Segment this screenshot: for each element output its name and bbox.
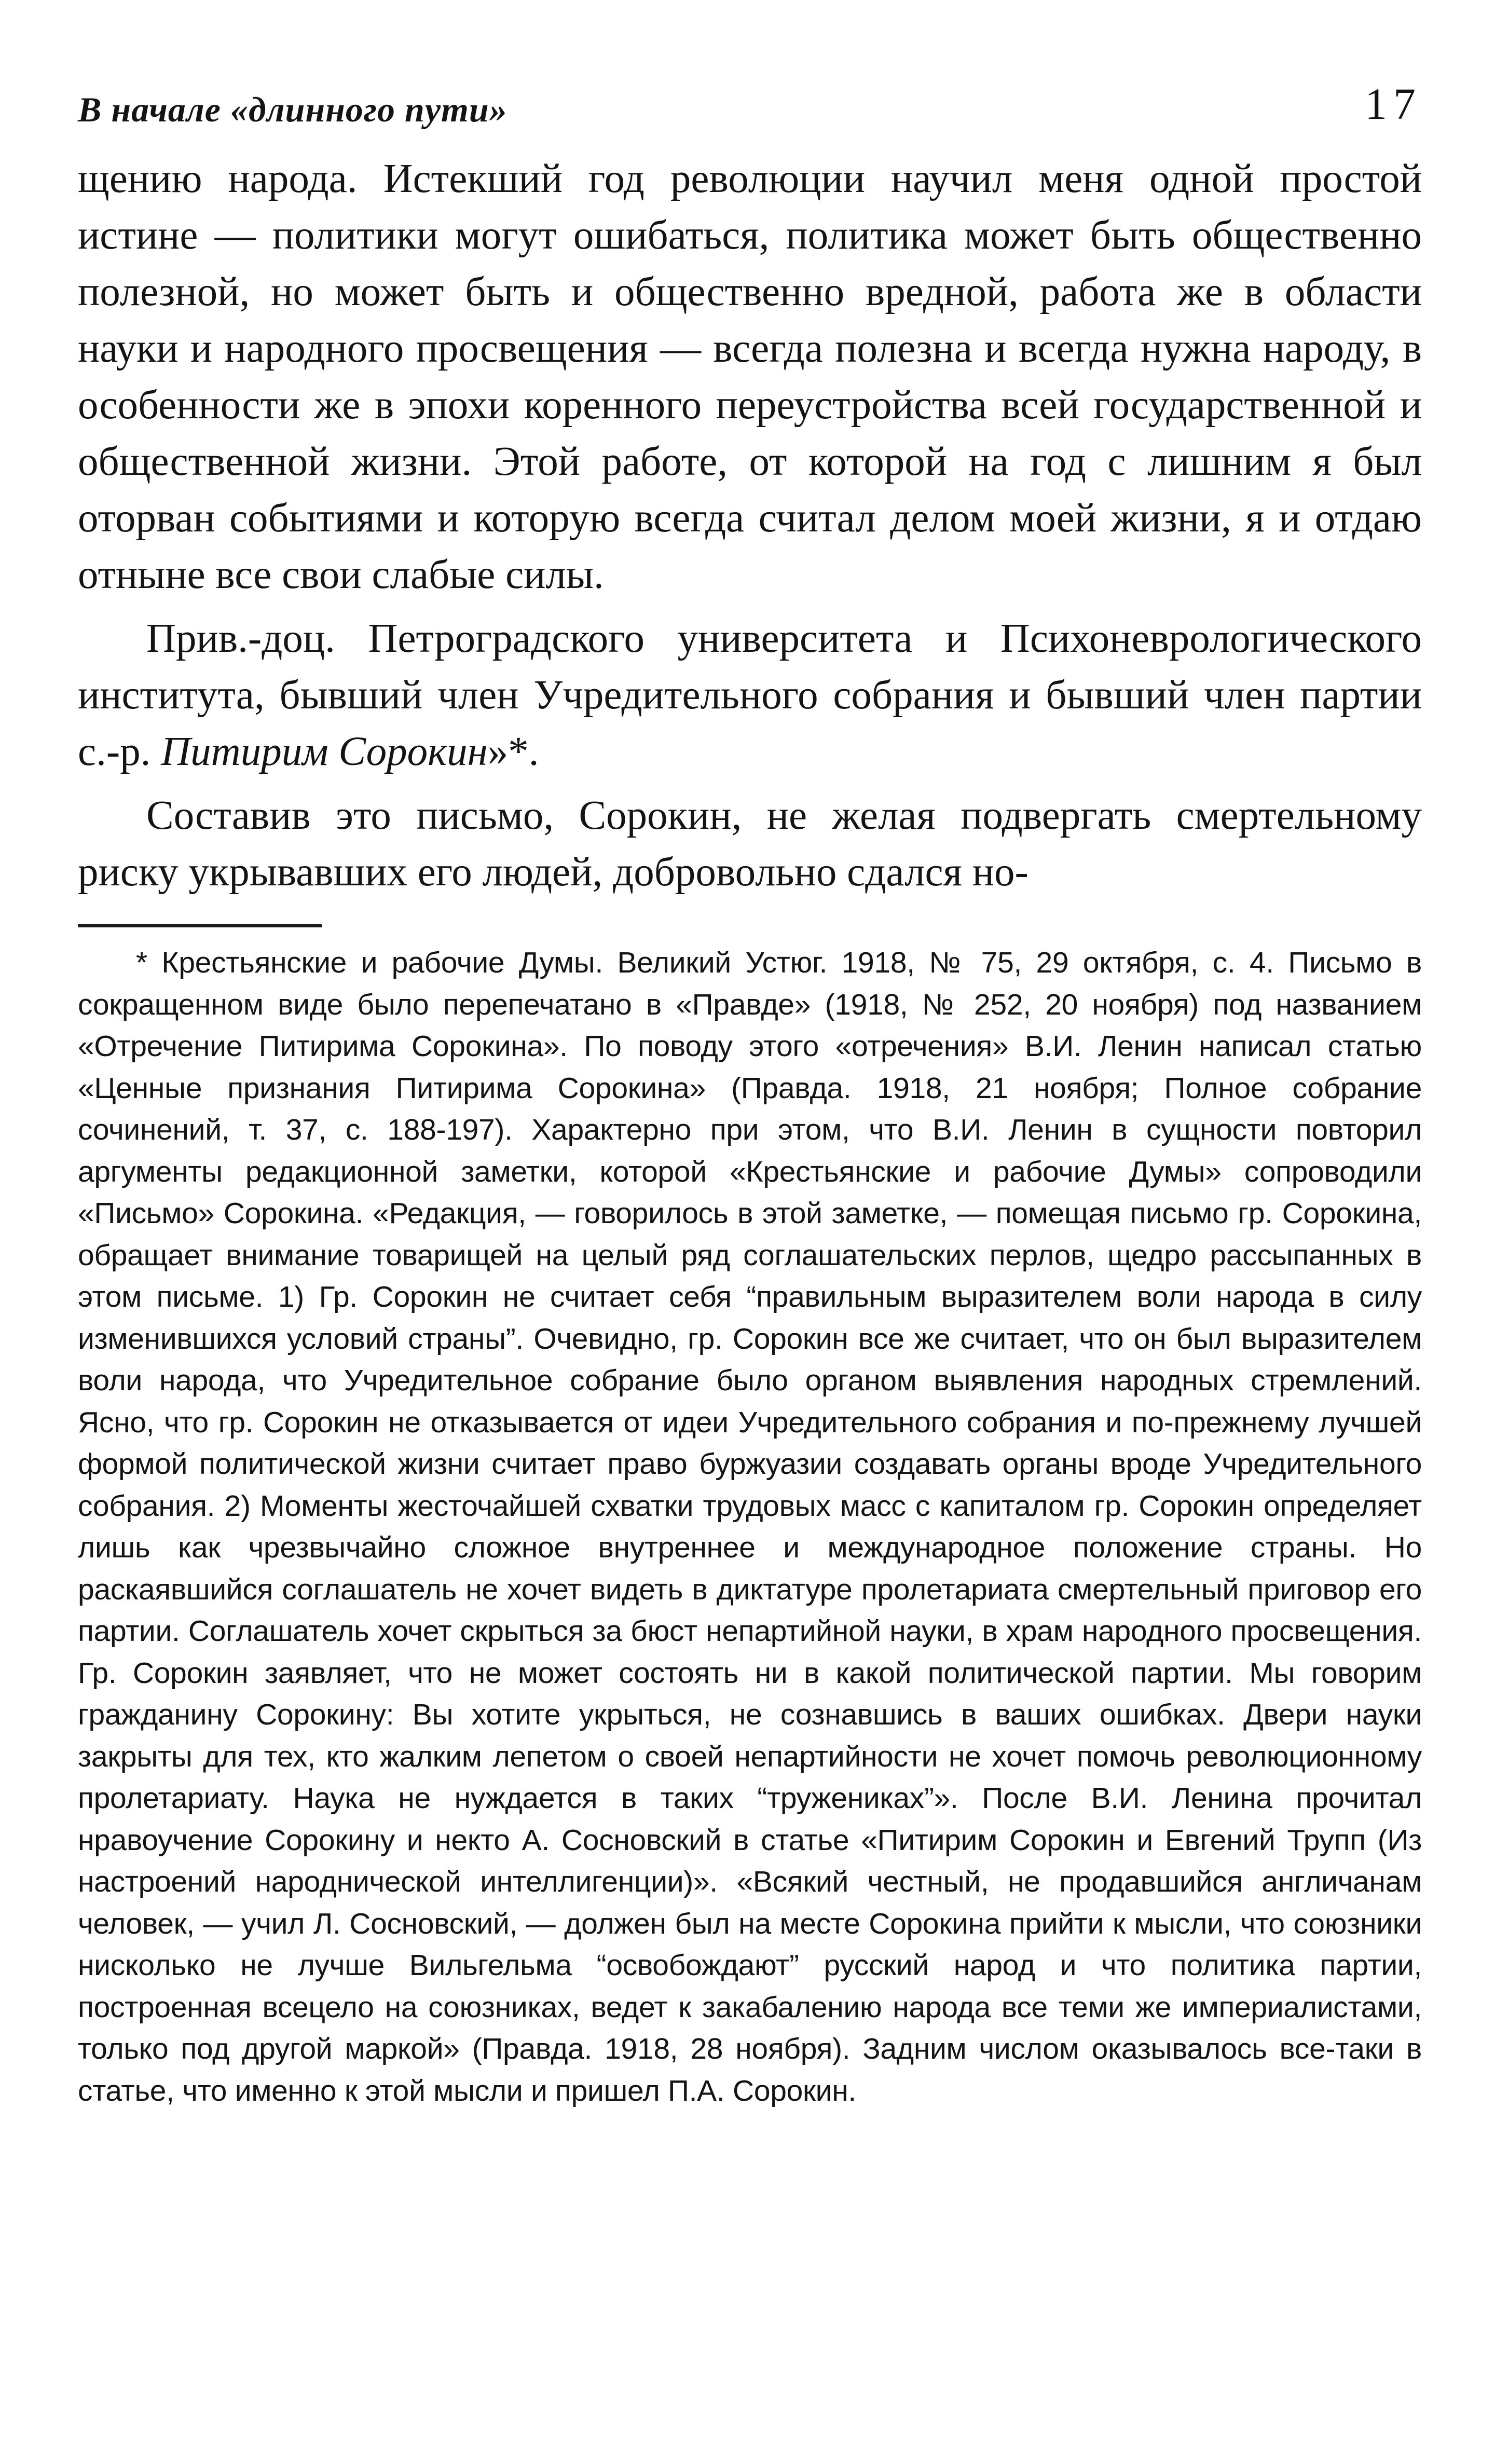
signature-name: Питирим Сорокин	[161, 729, 488, 774]
signature-affiliation: Прив.-доц. Петроградского университета и Психоневрологического института, бывший член Учредительного собрания и бывший член партии с.-р.	[78, 616, 1422, 774]
book-page	[78, 78, 1422, 2112]
running-title: В начале «длинного пути»	[78, 90, 508, 129]
footnote-divider	[78, 924, 322, 927]
paragraph-continued: щению народа. Истекший год революции научил меня одной простой истине — политики могут ошибаться, политика может быть общественно полезной, но может быть и общественно вредной, работа же в области науки и народного просвещения — всегда полезна и всегда нужна народу, в особенности же в эпохи коренного переустройства всей государственной и общественной жизни. Этой работе, от которой на год с лишним я был оторван событиями и которую всегда считал делом моей жизни, я и отдаю отныне все свои слабые силы.	[78, 156, 1422, 597]
running-head	[78, 78, 1422, 150]
paragraph: Составив это письмо, Сорокин, не желая подвергать смертельному риску укрывавших его людей, добровольно сдался но-	[78, 793, 1422, 895]
letter-signature-paragraph	[78, 610, 1422, 780]
page-number: 17	[1365, 79, 1422, 129]
footnote: * Крестьянские и рабочие Думы. Великий Устюг. 1918, № 75, 29 октября, с. 4. Письмо в сокращенном виде было перепечатано в «Правде» (1918, № 252, 20 ноября) под названием «Отречение Питирима Сорокина». По поводу этого «отречения» В.И. Ленин написал статью «Ценные признания Питирима Сорокина» (Правда. 1918, 21 ноября; Полное собрание сочинений, т. 37, с. 188-197). Характерно при этом, что В.И. Ленин в сущности повторил аргументы редакционной заметки, которой «Крестьянские и рабочие Думы» сопроводили «Письмо» Сорокина. «Редакция, — говорилось в этой заметке, — помещая письмо гр. Сорокина, обращает внимание товарищей на целый ряд соглашательских перлов, щедро рассыпанных в этом письме. 1) Гр. Сорокин не считает себя “правильным выразителем воли народа в силу изменившихся условий страны”. Очевидно, гр. Сорокин все же считает, что он был выразителем воли народа, что Учредительное собрание было органом выявления народных стремлений. Ясно, что гр. Сорокин не отказывается от идеи Учредительного собрания и по-прежнему лучшей формой политической жизни считает право буржуазии создавать органы вроде Учредительного собрания. 2) Моменты жесточайшей схватки трудовых масс с капиталом гр. Сорокин определяет лишь как чрезвычайно сложное внутреннее и международное положение страны. Но раскаявшийся соглашатель не хочет видеть в диктатуре пролетариата смертельный приговор его партии. Соглашатель хочет скрыться за бюст непартийной науки, в храм народного просвещения. Гр. Сорокин заявляет, что не может состоять ни в какой политической партии. Мы говорим гражданину Сорокину: Вы хотите укрыться, не сознавшись в ваших ошибках. Двери науки закрыты для тех, кто жалким лепетом о своей непартийности не хочет помочь революционному пролетариату. Наука не нуждается в таких “тружениках”». После В.И. Ленина прочитал нравоучение Сорокину и некто А. Сосновский в статье «Питирим Сорокин и Евгений Трупп (Из настроений народнической интеллигенции)». «Всякий честный, не продавшийся англичанам человек, — учил Л. Сосновский, — должен был на месте Сорокина прийти к мысли, что союзники нисколько не лучше Вильгельма “освобождают” русский народ и что политика партии, построенная всецело на союзниках, ведет к закабалению народа все теми же империалистами, только под другой маркой» (Правда. 1918, 28 ноября). Задним числом оказывалось все-таки в статье, что именно к этой мысли и пришел П.А. Сорокин.	[78, 946, 1422, 2107]
main-text	[78, 150, 1422, 900]
footnote-reference: »*.	[487, 729, 539, 774]
